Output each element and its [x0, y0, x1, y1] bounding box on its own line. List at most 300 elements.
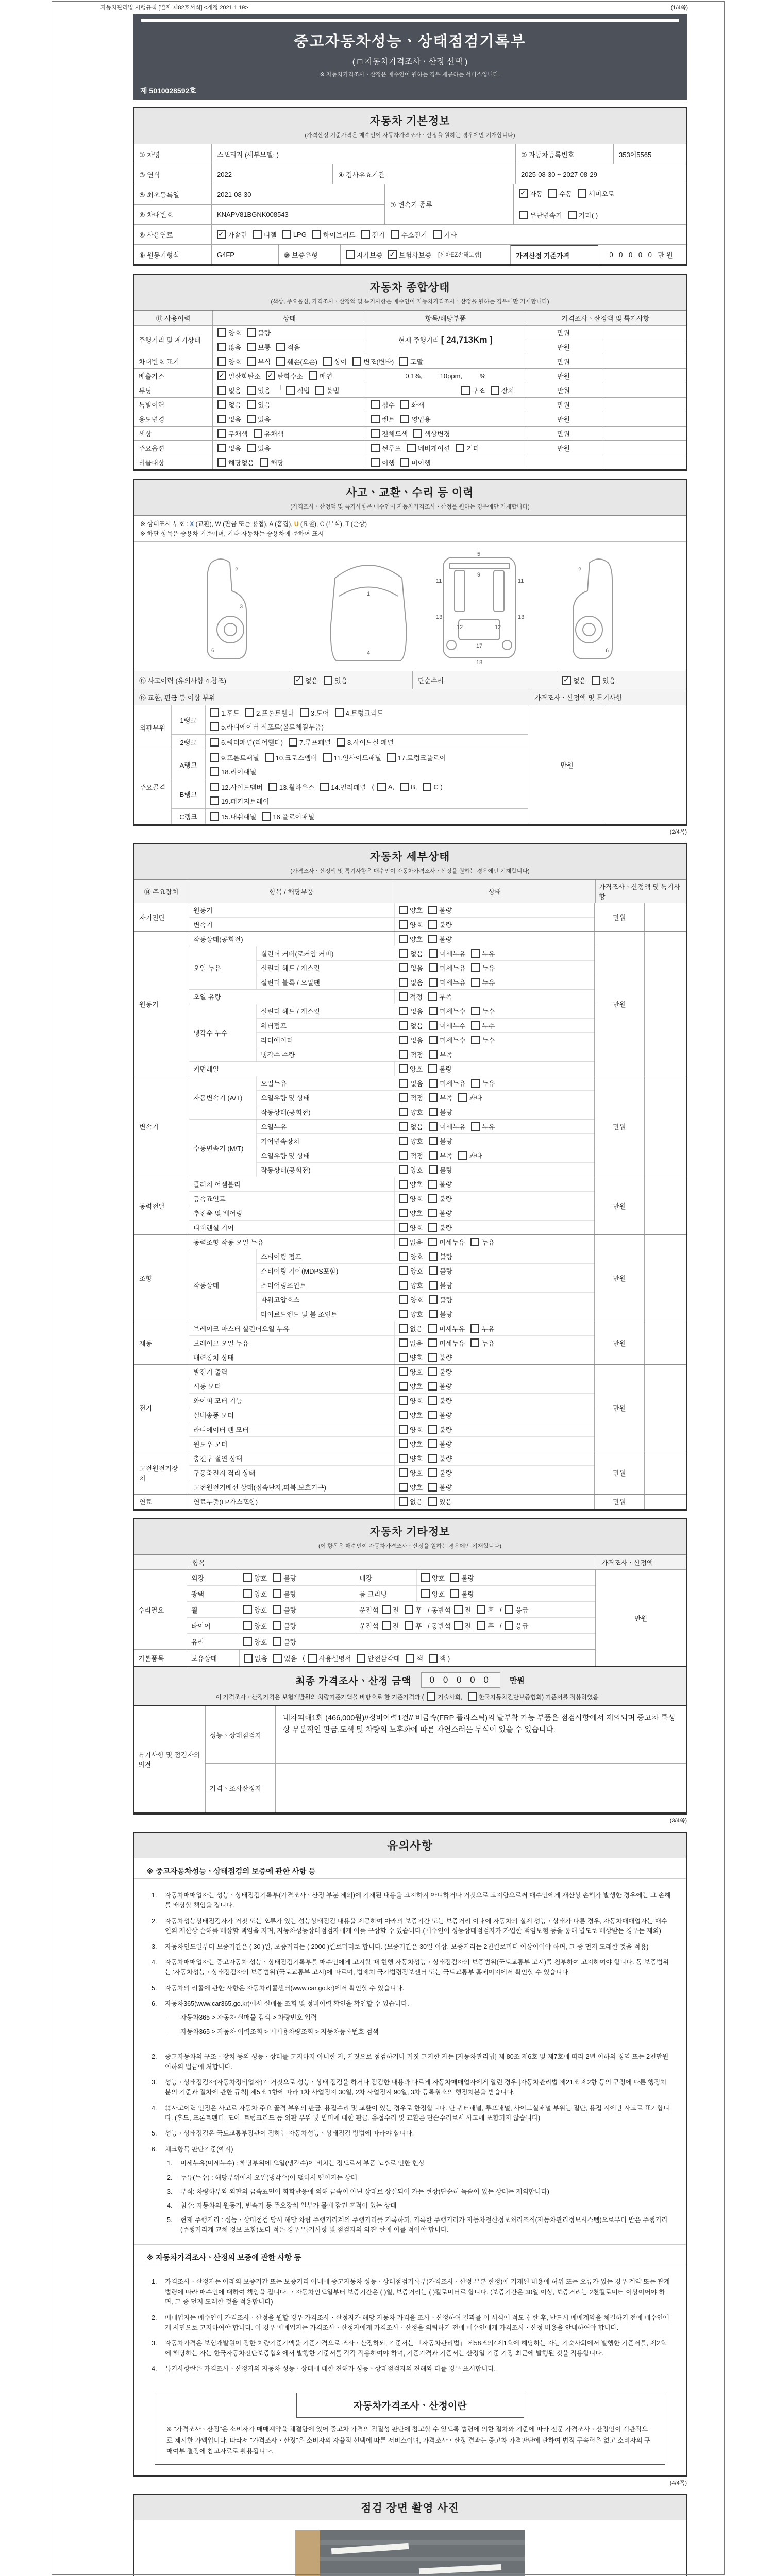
- checkbox-icon[interactable]: [519, 211, 528, 219]
- options-checks-2: [366, 440, 525, 455]
- col-part: 항목/해당부품: [366, 311, 525, 325]
- checkbox-icon[interactable]: [260, 458, 268, 467]
- checkbox-icon[interactable]: [210, 722, 219, 731]
- checkbox-label: 미세누유: [440, 1123, 466, 1131]
- checkbox-icon[interactable]: [399, 1036, 408, 1044]
- checkbox-icon[interactable]: [243, 1589, 252, 1598]
- checkbox-icon[interactable]: [429, 1252, 438, 1261]
- checkbox-icon[interactable]: [429, 1036, 438, 1044]
- checkbox-option: [352, 357, 394, 366]
- checkbox-option: [266, 371, 303, 381]
- check-item-label: 실내송풍 모터: [193, 1412, 234, 1419]
- checkbox-checked-icon[interactable]: [217, 371, 226, 380]
- checkbox-icon[interactable]: [429, 1266, 438, 1275]
- checkbox-label: 불량: [440, 1296, 453, 1304]
- legend-note: ※ 하단 항목은 승용차 기준이며, 기타 자동차는 승용차에 준하여 표시: [134, 529, 686, 542]
- checkbox-option: [210, 782, 263, 792]
- checkbox-icon[interactable]: [217, 386, 226, 395]
- checkbox-icon[interactable]: [247, 357, 256, 366]
- checkbox-icon[interactable]: [399, 1223, 408, 1232]
- checkbox-option: [400, 783, 417, 791]
- checkbox-icon[interactable]: [428, 1367, 437, 1376]
- checkbox-icon[interactable]: [217, 400, 226, 409]
- checkbox-icon[interactable]: [428, 906, 437, 914]
- checkbox-icon[interactable]: [399, 1411, 408, 1419]
- checkbox-icon[interactable]: [399, 1396, 408, 1405]
- checkbox-icon[interactable]: [399, 978, 408, 987]
- checkbox-icon[interactable]: [421, 1589, 430, 1598]
- checkbox-icon[interactable]: [371, 429, 380, 438]
- checkbox-icon[interactable]: [247, 386, 256, 395]
- checkbox-checked-icon[interactable]: [562, 676, 571, 685]
- check-item-label: 기어변속장치: [261, 1138, 300, 1145]
- inspection-period-value: 2025-08-30 ~ 2027-08-29: [515, 164, 686, 184]
- color-price: 만원: [525, 426, 602, 440]
- checkbox-icon[interactable]: [399, 357, 408, 366]
- checkbox-icon[interactable]: [429, 1079, 438, 1088]
- checkbox-icon[interactable]: [428, 1483, 437, 1492]
- checkbox-icon[interactable]: [428, 1238, 437, 1246]
- checkbox-label: 구조: [472, 387, 485, 395]
- checkbox-icon[interactable]: [428, 920, 437, 929]
- checkbox-option: [210, 708, 240, 718]
- checkbox-icon[interactable]: [399, 1252, 408, 1261]
- checkbox-icon[interactable]: [323, 753, 332, 762]
- checkbox-icon[interactable]: [399, 1338, 408, 1347]
- checkbox-label: 양호: [410, 1397, 423, 1405]
- checkbox-icon[interactable]: [309, 371, 317, 380]
- checkbox-option: [210, 737, 283, 747]
- checkbox-icon[interactable]: [210, 753, 219, 762]
- checkbox-option: [456, 443, 479, 453]
- device-label: 전기: [139, 1404, 153, 1412]
- checkbox-icon[interactable]: [324, 676, 332, 685]
- checkbox-icon[interactable]: [471, 1036, 480, 1044]
- checkbox-label: 16.플로어패널: [273, 813, 315, 821]
- checkbox-icon[interactable]: [399, 1021, 408, 1030]
- checkbox-icon[interactable]: [405, 1621, 413, 1630]
- checkbox-option: [210, 767, 256, 776]
- checkbox-option: [428, 1468, 452, 1478]
- checkbox-icon[interactable]: [429, 1093, 438, 1102]
- checkbox-icon[interactable]: [276, 343, 285, 351]
- checkbox-icon[interactable]: [245, 708, 254, 717]
- base-price-digits: 0 0 0 0 0: [609, 250, 654, 259]
- checkbox-icon[interactable]: [244, 1654, 253, 1663]
- checkbox-label: 한국자동차진단보증협회) 기준서를 적용하였음: [479, 1694, 599, 1701]
- checkbox-label: 수동: [559, 190, 573, 198]
- checkbox-icon[interactable]: [429, 1122, 438, 1131]
- checkbox-icon[interactable]: [377, 783, 386, 791]
- checkbox-icon[interactable]: [429, 1165, 438, 1174]
- checkbox-checked-icon[interactable]: [388, 250, 397, 259]
- checkbox-icon[interactable]: [428, 1324, 437, 1333]
- checkbox-icon[interactable]: [265, 753, 274, 762]
- checkbox-icon[interactable]: [217, 429, 226, 438]
- checkbox-icon[interactable]: [429, 1281, 438, 1290]
- checkbox-option: [505, 1621, 528, 1631]
- checkbox-icon[interactable]: [477, 1605, 485, 1614]
- exchange-parts-header: [134, 689, 686, 705]
- checkbox-icon[interactable]: [477, 1621, 485, 1630]
- notice-item: 1. 가격조사ㆍ산정자는 아래의 보증기간 또는 보증거리 이내에 중고자동차 성능ㆍ상태점검기록부(가격조사ㆍ산정 부분 한정)에 기재된 내용에 허위 또는 오류가 있는 경우 계약 또는 관계법령에 따라 매수인에 대하여 책임을 집니다. ㆍ자동차인도일부터 보증기간은 ( )일, 보증거리는 ( )킬로미터로 합니다. (보증기간은 30일 이상, 보증거리는 2천킬로미터 이상이어야 하며, 그 중 먼저 도래한 것을 적용합니다): [152, 2278, 670, 2306]
- checkbox-icon[interactable]: [568, 211, 577, 219]
- checkbox-icon[interactable]: [505, 1621, 513, 1630]
- checkbox-icon[interactable]: [429, 1137, 438, 1145]
- checkbox-icon[interactable]: [468, 1692, 477, 1701]
- checkbox-label: 없음: [410, 1123, 424, 1131]
- checkbox-label: 없음: [573, 676, 586, 685]
- checkbox-icon[interactable]: [429, 1050, 438, 1059]
- checkbox-icon[interactable]: [471, 949, 480, 958]
- checkbox-icon[interactable]: [247, 400, 256, 409]
- checkbox-icon[interactable]: [427, 1692, 435, 1701]
- checkbox-label: 누수: [482, 1008, 495, 1015]
- checkbox-icon[interactable]: [399, 1209, 408, 1217]
- checkbox-icon[interactable]: [399, 935, 408, 943]
- checkbox-icon[interactable]: [217, 343, 226, 351]
- checkbox-icon[interactable]: [399, 1108, 408, 1116]
- checkbox-icon[interactable]: [428, 1223, 437, 1232]
- checkbox-icon[interactable]: [399, 1281, 408, 1290]
- checkbox-icon[interactable]: [399, 1367, 408, 1376]
- checkbox-label: 2.프론트휀더: [256, 709, 294, 717]
- reg-no-value: 353어5565: [613, 144, 686, 164]
- checkbox-icon[interactable]: [262, 812, 271, 821]
- checkbox-icon[interactable]: [399, 1238, 408, 1246]
- checkbox-option: [243, 1637, 267, 1647]
- checkbox-icon[interactable]: [471, 963, 480, 972]
- checkbox-icon[interactable]: [406, 1654, 414, 1663]
- checkbox-icon[interactable]: [471, 978, 480, 987]
- checkbox-icon[interactable]: [428, 1353, 437, 1362]
- checkbox-icon[interactable]: [335, 708, 344, 717]
- checkbox-icon[interactable]: [247, 415, 256, 423]
- checkbox-icon[interactable]: [247, 343, 256, 351]
- diagram-number: 13: [436, 614, 443, 620]
- checkbox-option: [399, 1410, 423, 1420]
- checkbox-icon[interactable]: [399, 1483, 408, 1492]
- fuel-checks: [211, 225, 686, 244]
- checkbox-icon[interactable]: [399, 1079, 408, 1088]
- checkbox-icon[interactable]: [217, 415, 226, 423]
- etc-subtitle: (이 항목은 매수인이 자동차가격조사ㆍ산정을 원하는 경우에만 기재합니다): [318, 1543, 502, 1549]
- checkbox-icon[interactable]: [399, 906, 408, 914]
- check-item-label: 타이로드엔드 및 볼 조인트: [261, 1311, 338, 1318]
- checkbox-icon[interactable]: [273, 1573, 281, 1582]
- checkbox-label: 불량: [439, 907, 452, 914]
- checkbox-icon[interactable]: [323, 357, 332, 366]
- checkbox-label: 불량: [439, 1455, 452, 1463]
- polish-label: 광택: [191, 1590, 205, 1598]
- checkbox-icon[interactable]: [247, 328, 256, 337]
- checkbox-icon[interactable]: [371, 400, 380, 409]
- checkbox-icon[interactable]: [399, 1310, 408, 1318]
- checkbox-icon[interactable]: [337, 738, 345, 747]
- checkbox-icon[interactable]: [243, 1605, 252, 1614]
- checkbox-icon[interactable]: [243, 1637, 252, 1646]
- checkbox-label: 영업용: [411, 416, 431, 423]
- checkbox-icon[interactable]: [456, 444, 464, 452]
- checkbox-icon[interactable]: [253, 230, 262, 239]
- checkbox-icon[interactable]: [458, 1151, 467, 1160]
- checkbox-icon[interactable]: [399, 1425, 408, 1434]
- repair-row-wheel: [187, 1601, 595, 1617]
- checkbox-icon[interactable]: [210, 738, 219, 747]
- checkbox-icon[interactable]: [429, 1108, 438, 1116]
- checkbox-icon[interactable]: [421, 1573, 430, 1582]
- checkbox-icon[interactable]: [592, 676, 600, 685]
- checkbox-icon[interactable]: [428, 1382, 437, 1391]
- checkbox-checked-icon[interactable]: [519, 189, 528, 198]
- checkbox-icon[interactable]: [399, 1050, 408, 1059]
- checkbox-label: 유채색: [264, 430, 284, 438]
- check-item-label: 동력조향 작동 오일 누유: [193, 1239, 264, 1246]
- checkbox-icon[interactable]: [428, 1411, 437, 1419]
- checkbox-icon[interactable]: [399, 1439, 408, 1448]
- checkbox-icon[interactable]: [273, 1637, 281, 1646]
- check-item-label: 오일누유: [261, 1080, 287, 1088]
- checkbox-icon[interactable]: [399, 963, 408, 972]
- checkbox-icon[interactable]: [399, 1151, 408, 1160]
- checkbox-icon[interactable]: [400, 400, 409, 409]
- checkbox-icon[interactable]: [268, 783, 277, 791]
- checkbox-icon[interactable]: [407, 444, 416, 452]
- first-reg-value: 2021-08-30: [211, 184, 384, 204]
- checkbox-icon[interactable]: [428, 1064, 437, 1073]
- checkbox-icon[interactable]: [450, 1573, 459, 1582]
- emission-checks: [212, 368, 366, 383]
- checkbox-icon[interactable]: [254, 429, 262, 438]
- checkbox-option: [427, 1692, 462, 1701]
- checkbox-icon[interactable]: [300, 708, 309, 717]
- checkbox-icon[interactable]: [243, 1573, 252, 1582]
- checkbox-icon[interactable]: [371, 444, 380, 452]
- checkbox-icon[interactable]: [505, 1605, 513, 1614]
- checkbox-icon[interactable]: [282, 230, 291, 239]
- checkbox-label: 불량: [439, 1065, 452, 1073]
- checkbox-label: 후: [488, 1606, 494, 1614]
- checkbox-icon[interactable]: [371, 458, 380, 467]
- checkbox-label: 불량: [439, 1354, 452, 1362]
- checkbox-checked-icon[interactable]: [217, 230, 226, 239]
- checkbox-icon[interactable]: [428, 1194, 437, 1203]
- checkbox-label: 불량: [440, 1253, 453, 1261]
- checkbox-label: 양호: [410, 1210, 423, 1217]
- repair-need-label: 수리필요: [138, 1606, 164, 1614]
- sub-item-label: 오일 누유: [193, 964, 221, 972]
- checkbox-icon[interactable]: [471, 1021, 480, 1030]
- checkbox-icon[interactable]: [548, 189, 557, 198]
- checkbox-icon[interactable]: [243, 1621, 252, 1630]
- checkbox-icon[interactable]: [286, 386, 295, 395]
- checkbox-icon[interactable]: [428, 1439, 437, 1448]
- checkbox-icon[interactable]: [471, 1007, 480, 1015]
- sub-item-label: 수동변속기 (M/T): [193, 1145, 244, 1153]
- checkbox-icon[interactable]: [273, 1621, 281, 1630]
- checkbox-icon[interactable]: [399, 1266, 408, 1275]
- checkbox-icon[interactable]: [470, 1324, 479, 1333]
- checkbox-icon[interactable]: [399, 1122, 408, 1131]
- section-accident-history: [133, 479, 687, 826]
- checkbox-icon[interactable]: [273, 1654, 282, 1663]
- checkbox-icon[interactable]: [428, 1497, 437, 1506]
- etc-table: [134, 1570, 686, 1666]
- checkbox-icon[interactable]: [491, 386, 499, 395]
- checkbox-icon[interactable]: [471, 1122, 480, 1131]
- checkbox-label: 불량: [439, 1440, 452, 1448]
- checkbox-icon[interactable]: [400, 415, 409, 423]
- checkbox-icon[interactable]: [210, 812, 219, 821]
- checkbox-option: [294, 675, 318, 685]
- checkbox-icon[interactable]: [461, 386, 470, 395]
- checkbox-icon[interactable]: [217, 458, 226, 467]
- checkbox-label: 무단변속기: [530, 212, 562, 220]
- checkbox-icon[interactable]: [400, 458, 409, 467]
- checkbox-option: [454, 1621, 472, 1631]
- checkbox-icon[interactable]: [405, 1605, 413, 1614]
- checkbox-icon[interactable]: [346, 250, 355, 259]
- checkbox-icon[interactable]: [382, 1605, 391, 1614]
- checkbox-icon[interactable]: [450, 1589, 459, 1598]
- checkbox-icon[interactable]: [399, 1137, 408, 1145]
- check-item-options: [395, 1148, 594, 1162]
- checkbox-icon[interactable]: [470, 1238, 479, 1246]
- checkbox-icon[interactable]: [399, 1165, 408, 1174]
- checkbox-icon[interactable]: [247, 444, 256, 452]
- checkbox-icon[interactable]: [217, 357, 226, 366]
- checkbox-icon[interactable]: [399, 1382, 408, 1391]
- checkbox-icon[interactable]: [470, 1338, 479, 1347]
- checkbox-icon[interactable]: [210, 708, 219, 717]
- checkbox-checked-icon[interactable]: [266, 371, 275, 380]
- checkbox-icon[interactable]: [399, 1180, 408, 1189]
- checkbox-icon[interactable]: [433, 230, 442, 239]
- checkbox-label: A,: [388, 783, 395, 791]
- checkbox-label: 기타: [443, 231, 457, 239]
- checkbox-icon[interactable]: [320, 783, 329, 791]
- checkbox-option: [254, 429, 284, 438]
- checkbox-option: [399, 1237, 423, 1247]
- accident-history-row: [134, 671, 686, 689]
- checkbox-icon[interactable]: [429, 1007, 438, 1015]
- checkbox-option: [262, 811, 314, 821]
- checkbox-icon[interactable]: [210, 767, 219, 776]
- checkbox-icon[interactable]: [399, 1454, 408, 1463]
- wheel-label: 휠: [191, 1606, 198, 1614]
- checkbox-icon[interactable]: [428, 1338, 437, 1347]
- checkbox-icon[interactable]: [387, 753, 396, 762]
- checkbox-icon[interactable]: [399, 992, 408, 1001]
- checkbox-icon[interactable]: [429, 1310, 438, 1318]
- checkbox-icon[interactable]: [273, 1589, 281, 1598]
- checkbox-icon[interactable]: [428, 1396, 437, 1405]
- checkbox-icon[interactable]: [399, 920, 408, 929]
- checkbox-option: [428, 905, 452, 915]
- checkbox-icon[interactable]: [428, 1425, 437, 1434]
- checkbox-icon[interactable]: [399, 1064, 408, 1073]
- checkbox-icon[interactable]: [454, 1605, 463, 1614]
- checkbox-icon[interactable]: [400, 783, 409, 791]
- checkbox-icon[interactable]: [428, 935, 437, 943]
- checkbox-icon[interactable]: [399, 1497, 408, 1506]
- checkbox-icon[interactable]: [399, 1324, 408, 1333]
- checkbox-icon[interactable]: [428, 1209, 437, 1217]
- device-label: 제동: [139, 1340, 153, 1347]
- checkbox-icon[interactable]: [429, 1151, 438, 1160]
- checkbox-icon[interactable]: [471, 1079, 480, 1088]
- checkbox-icon[interactable]: [428, 1468, 437, 1477]
- checkbox-icon[interactable]: [429, 1021, 438, 1030]
- checkbox-icon[interactable]: [276, 357, 285, 366]
- checkbox-icon[interactable]: [413, 429, 422, 438]
- checkbox-option: [429, 1150, 452, 1160]
- checkbox-icon[interactable]: [217, 328, 226, 337]
- checkbox-icon[interactable]: [391, 230, 399, 239]
- checkbox-icon[interactable]: [357, 1654, 365, 1663]
- checkbox-option: [312, 230, 356, 240]
- car-outline-views: [134, 542, 686, 671]
- checkbox-icon[interactable]: [210, 783, 219, 791]
- checkbox-icon[interactable]: [429, 963, 438, 972]
- checkbox-checked-icon[interactable]: [294, 676, 303, 685]
- checkbox-icon[interactable]: [399, 1007, 408, 1015]
- device-label: 조향: [139, 1275, 153, 1282]
- checkbox-icon[interactable]: [399, 1093, 408, 1102]
- checkbox-icon[interactable]: [352, 357, 361, 366]
- photos-header: [134, 2495, 686, 2520]
- checkbox-option: [247, 342, 271, 352]
- checkbox-icon[interactable]: [399, 1295, 408, 1304]
- checkbox-icon[interactable]: [217, 444, 226, 452]
- checkbox-icon[interactable]: [399, 1194, 408, 1203]
- checkbox-icon[interactable]: [399, 1353, 408, 1362]
- checkbox-icon[interactable]: [315, 386, 324, 395]
- checkbox-icon[interactable]: [429, 949, 438, 958]
- checkbox-icon[interactable]: [273, 1605, 281, 1614]
- checkbox-icon[interactable]: [308, 1654, 317, 1663]
- checkbox-icon[interactable]: [371, 415, 380, 423]
- checkbox-icon[interactable]: [399, 1468, 408, 1477]
- checkbox-label: 누유: [482, 950, 495, 958]
- checkbox-icon[interactable]: [454, 1621, 463, 1630]
- checkbox-icon[interactable]: [423, 783, 431, 791]
- checkbox-icon[interactable]: [289, 738, 297, 747]
- checkbox-icon[interactable]: [210, 796, 219, 805]
- checkbox-label: 누유: [482, 1123, 495, 1131]
- checkbox-icon[interactable]: [429, 1654, 438, 1663]
- checkbox-label: 침수: [382, 401, 395, 409]
- check-item-options: [394, 1177, 594, 1191]
- checkbox-icon[interactable]: [428, 992, 437, 1001]
- checkbox-icon[interactable]: [429, 978, 438, 987]
- checkbox-icon[interactable]: [428, 1454, 437, 1463]
- checkbox-icon[interactable]: [578, 189, 586, 198]
- checkbox-icon[interactable]: [382, 1621, 391, 1630]
- checkbox-option: [470, 1324, 494, 1333]
- checkbox-icon[interactable]: [399, 949, 408, 958]
- accident-title: 사고ㆍ교환ㆍ수리 등 이력: [346, 487, 474, 499]
- group-price: 만원: [594, 903, 644, 931]
- emission-price: 만원: [525, 368, 602, 383]
- checkbox-label: 양호: [432, 1590, 445, 1598]
- checkbox-icon[interactable]: [458, 1093, 467, 1102]
- checkbox-icon[interactable]: [428, 1180, 437, 1189]
- checkbox-icon[interactable]: [312, 230, 321, 239]
- checkbox-icon[interactable]: [361, 230, 370, 239]
- checkbox-icon[interactable]: [429, 1295, 438, 1304]
- interior-label: 내장: [355, 1570, 416, 1585]
